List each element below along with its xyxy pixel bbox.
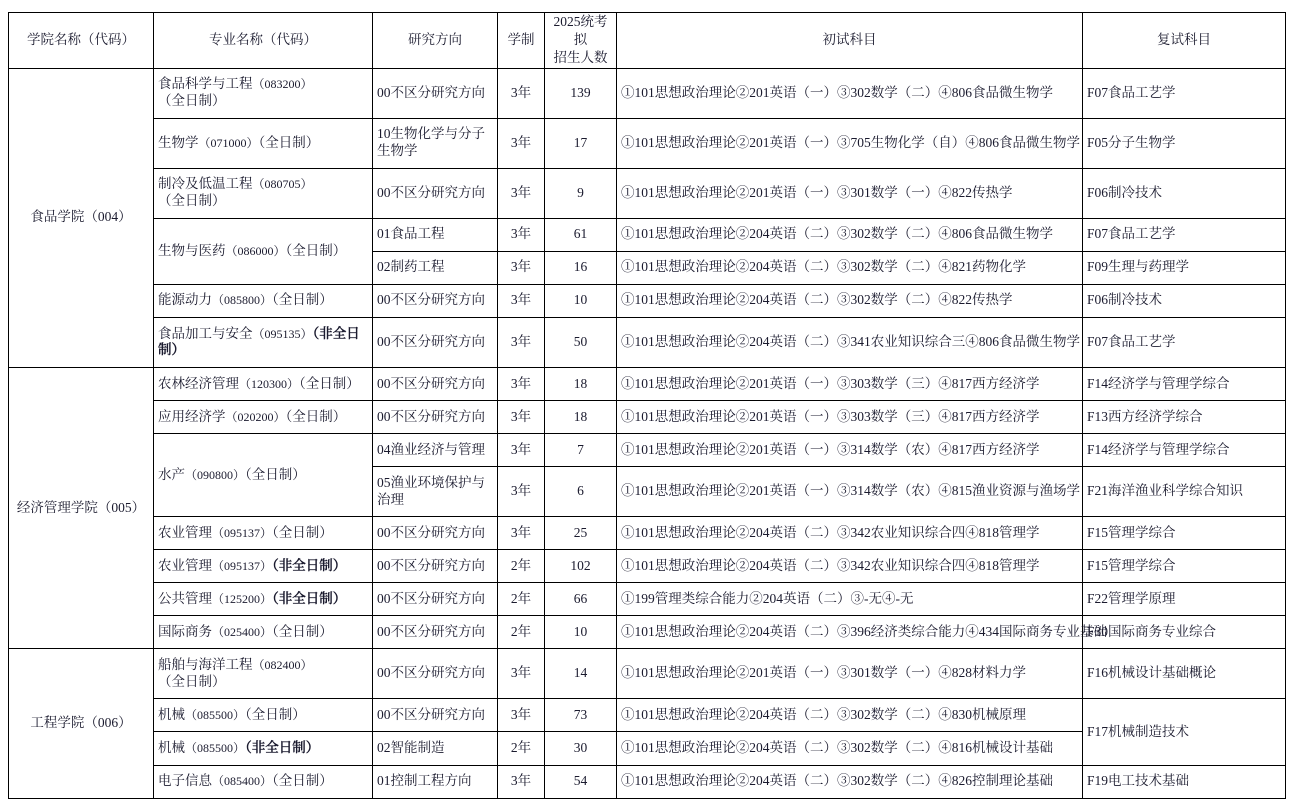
major-study-mode: （全日制） bbox=[158, 93, 226, 109]
table-row bbox=[9, 118, 1286, 168]
major-name-cell bbox=[154, 434, 373, 517]
major-code: （095137） bbox=[212, 558, 273, 573]
major-code: （085400） bbox=[212, 774, 273, 789]
study-years-cell: 3年 bbox=[498, 367, 545, 400]
second-exam-subjects-cell: F14经济学与管理学综合 bbox=[1083, 367, 1286, 400]
research-direction-cell: 00不区分研究方向 bbox=[373, 699, 498, 732]
major-code: （082400） bbox=[252, 658, 313, 672]
second-exam-subjects-cell: F14经济学与管理学综合 bbox=[1083, 434, 1286, 467]
first-exam-subjects-cell: ①101思想政治理论②204英语（二）③302数学（二）④806食品微生物学 bbox=[617, 218, 1083, 251]
second-exam-subjects-cell: F05分子生物学 bbox=[1083, 118, 1286, 168]
major-code: （095135） bbox=[252, 326, 313, 341]
major-study-mode: （全日制） bbox=[158, 673, 226, 689]
study-years-cell: 2年 bbox=[498, 732, 545, 765]
table-row bbox=[9, 317, 1286, 367]
major-label: 机械 bbox=[158, 740, 185, 756]
major-study-mode: （全日制） bbox=[299, 375, 360, 391]
study-years-cell: 3年 bbox=[498, 218, 545, 251]
major-study-mode: （全日制） bbox=[272, 292, 333, 308]
major-name-cell bbox=[154, 68, 373, 118]
study-years-cell: 3年 bbox=[498, 649, 545, 699]
enrollment-quota-cell: 10 bbox=[545, 616, 617, 649]
second-exam-subjects-cell: F22管理学原理 bbox=[1083, 583, 1286, 616]
research-direction-cell: 00不区分研究方向 bbox=[373, 68, 498, 118]
research-direction-cell: 01控制工程方向 bbox=[373, 765, 498, 798]
enrollment-quota-cell: 9 bbox=[545, 168, 617, 218]
admissions-table-sheet bbox=[8, 12, 1285, 799]
second-exam-subjects-cell: F13西方经济学综合 bbox=[1083, 401, 1286, 434]
second-exam-subjects-cell: F21海洋渔业科学综合知识 bbox=[1083, 467, 1286, 517]
major-study-mode: （全日制） bbox=[158, 193, 226, 209]
college-name-cell: 经济管理学院（005） bbox=[9, 367, 154, 648]
table-row bbox=[9, 583, 1286, 616]
enrollment-quota-cell: 139 bbox=[545, 68, 617, 118]
major-study-mode: （非全日制） bbox=[272, 590, 347, 606]
major-study-mode: （全日制） bbox=[245, 706, 306, 722]
major-label: 生物与医药 bbox=[158, 242, 226, 258]
table-row bbox=[9, 517, 1286, 550]
major-study-mode: （全日制） bbox=[272, 773, 333, 789]
enrollment-quota-cell: 18 bbox=[545, 367, 617, 400]
research-direction-cell: 10生物化学与分子生物学 bbox=[373, 118, 498, 168]
college-name-cell: 工程学院（006） bbox=[9, 649, 154, 798]
major-label: 机械 bbox=[158, 706, 185, 722]
header-direction: 研究方向 bbox=[373, 13, 498, 69]
second-exam-subjects-cell: F06制冷技术 bbox=[1083, 168, 1286, 218]
major-label: 船舶与海洋工程 bbox=[158, 657, 253, 672]
major-study-mode: （全日制） bbox=[245, 466, 306, 482]
study-years-cell: 3年 bbox=[498, 467, 545, 517]
major-code: （020200） bbox=[225, 409, 286, 424]
first-exam-subjects-cell: ①199管理类综合能力②204英语（二）③-无④-无 bbox=[617, 583, 1083, 616]
research-direction-cell: 00不区分研究方向 bbox=[373, 284, 498, 317]
enrollment-quota-cell: 10 bbox=[545, 284, 617, 317]
major-label: 电子信息 bbox=[158, 773, 212, 789]
major-name-cell bbox=[154, 367, 373, 400]
research-direction-cell: 00不区分研究方向 bbox=[373, 583, 498, 616]
major-study-mode: （非全日制） bbox=[158, 325, 360, 358]
enrollment-quota-cell: 14 bbox=[545, 649, 617, 699]
header-college: 学院名称（代码） bbox=[9, 13, 154, 69]
college-name-cell: 食品学院（004） bbox=[9, 68, 154, 367]
major-label: 生物学 bbox=[158, 134, 199, 150]
major-study-mode: （全日制） bbox=[258, 134, 320, 150]
study-years-cell: 3年 bbox=[498, 68, 545, 118]
first-exam-subjects-cell: ①101思想政治理论②204英语（二）③302数学（二）④816机械设计基础 bbox=[617, 732, 1083, 765]
major-study-mode: （非全日制） bbox=[245, 740, 320, 756]
table-row bbox=[9, 401, 1286, 434]
header-quota-line1: 2025统考拟 bbox=[553, 14, 608, 48]
study-years-cell: 3年 bbox=[498, 401, 545, 434]
research-direction-cell: 00不区分研究方向 bbox=[373, 550, 498, 583]
table-row bbox=[9, 367, 1286, 400]
major-study-mode: （非全日制） bbox=[272, 557, 347, 573]
research-direction-cell: 05渔业环境保护与治理 bbox=[373, 467, 498, 517]
header-exam-second: 复试科目 bbox=[1083, 13, 1286, 69]
enrollment-quota-cell: 16 bbox=[545, 251, 617, 284]
major-code: （085800） bbox=[212, 293, 273, 308]
table-row bbox=[9, 765, 1286, 798]
major-study-mode: （全日制） bbox=[272, 524, 333, 540]
study-years-cell: 3年 bbox=[498, 284, 545, 317]
enrollment-quota-cell: 102 bbox=[545, 550, 617, 583]
second-exam-subjects-cell: F16机械设计基础概论 bbox=[1083, 649, 1286, 699]
major-label: 公共管理 bbox=[158, 590, 212, 606]
second-exam-subjects-cell: F07食品工艺学 bbox=[1083, 317, 1286, 367]
header-quota-line2: 招生人数 bbox=[553, 50, 608, 66]
first-exam-subjects-cell: ①101思想政治理论②201英语（一）③314数学（农）④815渔业资源与渔场学 bbox=[617, 467, 1083, 517]
study-years-cell: 3年 bbox=[498, 517, 545, 550]
first-exam-subjects-cell: ①101思想政治理论②204英语（二）③342农业知识综合四④818管理学 bbox=[617, 550, 1083, 583]
enrollment-quota-cell: 61 bbox=[545, 218, 617, 251]
major-name-cell bbox=[154, 550, 373, 583]
enrollment-quota-cell: 7 bbox=[545, 434, 617, 467]
research-direction-cell: 00不区分研究方向 bbox=[373, 401, 498, 434]
enrollment-quota-cell: 18 bbox=[545, 401, 617, 434]
major-code: （086000） bbox=[225, 243, 286, 258]
table-row bbox=[9, 649, 1286, 699]
table-row bbox=[9, 168, 1286, 218]
table-row bbox=[9, 434, 1286, 467]
study-years-cell: 3年 bbox=[498, 118, 545, 168]
major-name-cell bbox=[154, 649, 373, 699]
major-code: （125200） bbox=[212, 591, 273, 606]
major-study-mode: （全日制） bbox=[285, 242, 347, 258]
second-exam-subjects-cell: F15管理学综合 bbox=[1083, 550, 1286, 583]
table-row bbox=[9, 284, 1286, 317]
second-exam-subjects-cell: F07食品工艺学 bbox=[1083, 218, 1286, 251]
enrollment-quota-cell: 6 bbox=[545, 467, 617, 517]
major-label: 食品加工与安全 bbox=[158, 325, 253, 341]
first-exam-subjects-cell: ①101思想政治理论②204英语（二）③302数学（二）④830机械原理 bbox=[617, 699, 1083, 732]
enrollment-quota-cell: 25 bbox=[545, 517, 617, 550]
admissions-table bbox=[8, 12, 1286, 799]
research-direction-cell: 00不区分研究方向 bbox=[373, 649, 498, 699]
major-name-cell bbox=[154, 168, 373, 218]
first-exam-subjects-cell: ①101思想政治理论②201英语（一）③303数学（三）④817西方经济学 bbox=[617, 401, 1083, 434]
major-name-cell bbox=[154, 616, 373, 649]
major-code: （080705） bbox=[252, 177, 313, 192]
major-study-mode: （全日制） bbox=[285, 408, 347, 424]
table-header bbox=[9, 13, 1286, 69]
second-exam-subjects-cell: F15管理学综合 bbox=[1083, 517, 1286, 550]
major-code: （120300） bbox=[239, 376, 300, 391]
second-exam-subjects-cell: F07食品工艺学 bbox=[1083, 68, 1286, 118]
major-label: 水产 bbox=[158, 466, 185, 482]
major-name-cell bbox=[154, 118, 373, 168]
first-exam-subjects-cell: ①101思想政治理论②204英语（二）③302数学（二）④821药物化学 bbox=[617, 251, 1083, 284]
major-name-cell bbox=[154, 284, 373, 317]
major-code: （090800） bbox=[185, 467, 246, 482]
study-years-cell: 3年 bbox=[498, 434, 545, 467]
enrollment-quota-cell: 30 bbox=[545, 732, 617, 765]
major-label: 食品科学与工程 bbox=[158, 76, 253, 92]
research-direction-cell: 02智能制造 bbox=[373, 732, 498, 765]
major-code: （085500） bbox=[185, 707, 246, 722]
enrollment-quota-cell: 73 bbox=[545, 699, 617, 732]
first-exam-subjects-cell: ①101思想政治理论②204英语（二）③342农业知识综合四④818管理学 bbox=[617, 517, 1083, 550]
study-years-cell: 3年 bbox=[498, 699, 545, 732]
major-label: 应用经济学 bbox=[158, 408, 226, 424]
enrollment-quota-cell: 50 bbox=[545, 317, 617, 367]
major-code: （071000） bbox=[198, 135, 259, 150]
second-exam-subjects-cell: F06制冷技术 bbox=[1083, 284, 1286, 317]
header-row bbox=[9, 13, 1286, 69]
research-direction-cell: 01食品工程 bbox=[373, 218, 498, 251]
enrollment-quota-cell: 54 bbox=[545, 765, 617, 798]
header-quota bbox=[545, 13, 617, 69]
study-years-cell: 3年 bbox=[498, 251, 545, 284]
study-years-cell: 3年 bbox=[498, 317, 545, 367]
study-years-cell: 2年 bbox=[498, 616, 545, 649]
first-exam-subjects-cell: ①101思想政治理论②201英语（一）③314数学（农）④817西方经济学 bbox=[617, 434, 1083, 467]
major-name-cell bbox=[154, 732, 373, 765]
first-exam-subjects-cell: ①101思想政治理论②204英语（二）③302数学（二）④822传热学 bbox=[617, 284, 1083, 317]
major-label: 农林经济管理 bbox=[158, 375, 239, 391]
second-exam-subjects-cell: F17机械制造技术 bbox=[1083, 699, 1286, 765]
header-exam-first: 初试科目 bbox=[617, 13, 1083, 69]
second-exam-subjects-cell: F09生理与药理学 bbox=[1083, 251, 1286, 284]
major-label: 制冷及低温工程 bbox=[158, 176, 253, 192]
major-name-cell bbox=[154, 517, 373, 550]
research-direction-cell: 00不区分研究方向 bbox=[373, 168, 498, 218]
major-code: （083200） bbox=[252, 77, 313, 92]
table-row bbox=[9, 616, 1286, 649]
study-years-cell: 3年 bbox=[498, 765, 545, 798]
table-body bbox=[9, 68, 1286, 798]
major-label: 国际商务 bbox=[158, 623, 212, 639]
first-exam-subjects-cell: ①101思想政治理论②201英语（一）③302数学（二）④806食品微生物学 bbox=[617, 68, 1083, 118]
major-code: （085500） bbox=[185, 741, 246, 756]
major-name-cell bbox=[154, 401, 373, 434]
first-exam-subjects-cell: ①101思想政治理论②204英语（二）③302数学（二）④826控制理论基础 bbox=[617, 765, 1083, 798]
first-exam-subjects-cell: ①101思想政治理论②201英语（一）③301数学（一）④828材料力学 bbox=[617, 649, 1083, 699]
research-direction-cell: 00不区分研究方向 bbox=[373, 616, 498, 649]
table-row bbox=[9, 68, 1286, 118]
research-direction-cell: 02制药工程 bbox=[373, 251, 498, 284]
research-direction-cell: 00不区分研究方向 bbox=[373, 317, 498, 367]
study-years-cell: 2年 bbox=[498, 583, 545, 616]
second-exam-subjects-cell: F19电工技术基础 bbox=[1083, 765, 1286, 798]
header-major: 专业名称（代码） bbox=[154, 13, 373, 69]
study-years-cell: 3年 bbox=[498, 168, 545, 218]
header-years: 学制 bbox=[498, 13, 545, 69]
research-direction-cell: 04渔业经济与管理 bbox=[373, 434, 498, 467]
first-exam-subjects-cell: ①101思想政治理论②204英语（二）③341农业知识综合三④806食品微生物学 bbox=[617, 317, 1083, 367]
major-label: 农业管理 bbox=[158, 524, 212, 540]
major-name-cell bbox=[154, 765, 373, 798]
research-direction-cell: 00不区分研究方向 bbox=[373, 517, 498, 550]
first-exam-subjects-cell: ①101思想政治理论②201英语（一）③705生物化学（自）④806食品微生物学 bbox=[617, 118, 1083, 168]
major-name-cell bbox=[154, 317, 373, 367]
research-direction-cell: 00不区分研究方向 bbox=[373, 367, 498, 400]
first-exam-subjects-cell: ①101思想政治理论②201英语（一）③303数学（三）④817西方经济学 bbox=[617, 367, 1083, 400]
table-row bbox=[9, 550, 1286, 583]
major-name-cell bbox=[154, 218, 373, 284]
major-name-cell bbox=[154, 583, 373, 616]
study-years-cell: 2年 bbox=[498, 550, 545, 583]
enrollment-quota-cell: 17 bbox=[545, 118, 617, 168]
major-study-mode: （全日制） bbox=[272, 623, 333, 639]
major-code: （025400） bbox=[212, 624, 273, 639]
first-exam-subjects-cell: ①101思想政治理论②201英语（一）③301数学（一）④822传热学 bbox=[617, 168, 1083, 218]
major-code: （095137） bbox=[212, 525, 273, 540]
second-exam-subjects-cell: F30国际商务专业综合 bbox=[1083, 616, 1286, 649]
table-row bbox=[9, 699, 1286, 732]
major-label: 能源动力 bbox=[158, 292, 212, 308]
enrollment-quota-cell: 66 bbox=[545, 583, 617, 616]
first-exam-subjects-cell: ①101思想政治理论②204英语（二）③396经济类综合能力④434国际商务专业基础 bbox=[617, 616, 1083, 649]
table-row bbox=[9, 218, 1286, 251]
major-name-cell bbox=[154, 699, 373, 732]
major-label: 农业管理 bbox=[158, 557, 212, 573]
